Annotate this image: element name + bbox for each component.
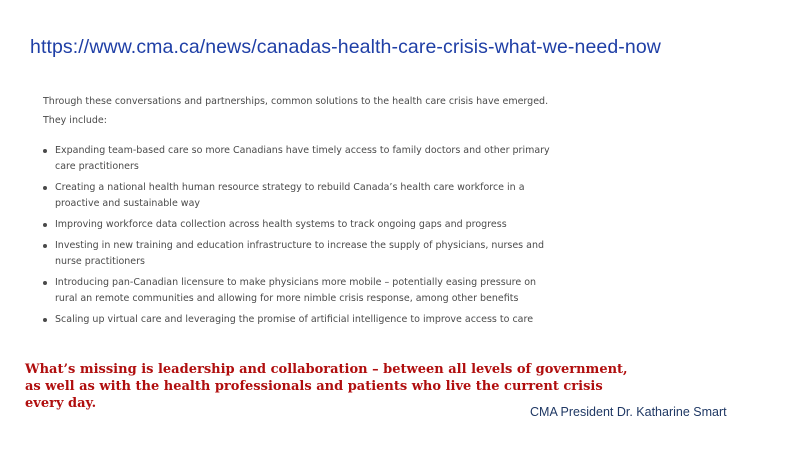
bullet-icon [43,318,47,322]
list-item-text: Expanding team-based care so more Canadians have timely access to family doctors and other primary care practitioners [55,145,550,172]
list-item-text: Introducing pan-Canadian licensure to make physicians more mobile – potentially easing pressure on rural an remote communities and allowing for more nimble crisis response, among other benefits [55,277,537,304]
bullet-icon [43,244,47,248]
bullet-icon [43,281,47,285]
bullet-icon [43,223,47,227]
excerpt-intro: Through these conversations and partnerships, common solutions to the health care crisis have emerged. They include: [43,96,549,126]
list-item [43,217,553,233]
bullet-icon [43,149,47,153]
solutions-list [43,143,553,328]
list-item [43,275,553,307]
list-item [43,180,553,212]
list-item [43,143,553,175]
source-url-link[interactable]: https://www.cma.ca/news/canadas-health-care-crisis-what-we-need-now [30,36,661,58]
list-item-text: Improving workforce data collection across health systems to track ongoing gaps and progress [55,219,507,230]
quote-attribution: CMA President Dr. Katharine Smart [530,405,727,419]
list-item [43,238,553,270]
bullet-icon [43,186,47,190]
list-item-text: Investing in new training and education infrastructure to increase the supply of physicians, nurses and nurse practitioners [55,240,545,267]
leadership-quote: What’s missing is leadership and collaboration – between all levels of government, as well as with the health professionals and patients who live the current crisis every day. [25,362,628,411]
article-excerpt-image [43,92,553,333]
list-item-text: Scaling up virtual care and leveraging the promise of artificial intelligence to improve access to care [55,314,534,325]
list-item-text: Creating a national health human resource strategy to rebuild Canada’s health care workforce in a proactive and sustainable way [55,182,525,209]
list-item [43,312,553,328]
